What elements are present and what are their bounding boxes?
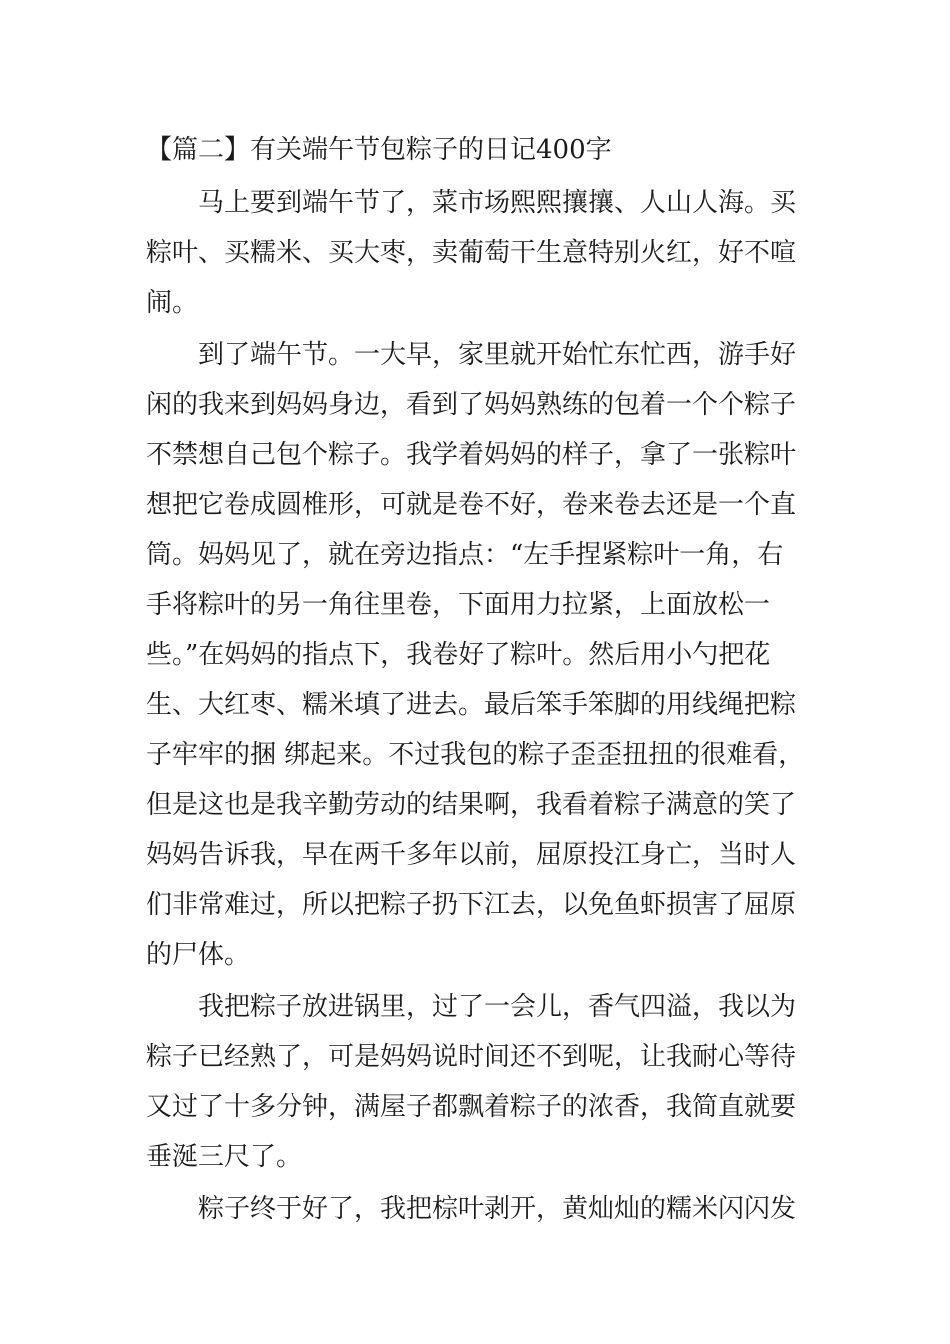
paragraph-2 — [146, 330, 806, 980]
text-line: 垂涎三尺了。 — [146, 1142, 303, 1172]
document-body — [146, 130, 806, 1234]
text-line: 生、大红枣、糯米填了进去。最后笨手笨脚的用线绳把粽 — [146, 690, 797, 720]
paragraph-3 — [146, 982, 806, 1182]
text-line: 粽子已经熟了，可是妈妈说时间还不到呢，让我耐心等待 — [146, 1042, 797, 1072]
text-line: 粽叶、买糯米、买大枣，卖葡萄干生意特别火红，好不喧 — [146, 238, 797, 268]
text-line: 但是这也是我辛勤劳动的结果啊，我看着粽子满意的笑了 — [146, 790, 797, 820]
text-line: 我把粽子放进锅里，过了一会儿，香气四溢，我以为 — [198, 992, 797, 1022]
text-line: 些。”在妈妈的指点下，我卷好了粽叶。然后用小勺把花 — [146, 640, 771, 670]
text-line: 妈妈告诉我，早在两千多年以前，屈原投江身亡，当时人 — [146, 840, 797, 870]
text-line: 子牢牢的捆 绑起来。不过我包的粽子歪歪扭扭的很难看， — [146, 740, 805, 770]
paragraph-4 — [146, 1184, 806, 1234]
text-line: 闲的我来到妈妈身边，看到了妈妈熟练的包着一个个粽子 — [146, 390, 797, 420]
text-line: 手将粽叶的另一角往里卷，下面用力拉紧，上面放松一 — [146, 590, 771, 620]
text-line: 们非常难过，所以把粽子扔下江去，以免鱼虾损害了屈原 — [146, 890, 797, 920]
text-line: 的尸体。 — [146, 940, 251, 970]
text-line: 想把它卷成圆椎形，可就是卷不好，卷来卷去还是一个直 — [146, 490, 797, 520]
text-line: 到了端午节。一大早，家里就开始忙东忙西，游手好 — [198, 340, 797, 370]
text-line: 不禁想自己包个粽子。我学着妈妈的样子，拿了一张粽叶 — [146, 440, 797, 470]
text-line: 马上要到端午节了，菜市场熙熙攘攘、人山人海。买 — [198, 188, 797, 218]
text-line: 闹。 — [146, 288, 199, 318]
text-line: 粽子终于好了，我把棕叶剥开，黄灿灿的糯米闪闪发 — [198, 1194, 797, 1224]
text-line: 又过了十多分钟，满屋子都飘着粽子的浓香，我简直就要 — [146, 1092, 797, 1122]
text-line: 筒。妈妈见了，就在旁边指点：“左手捏紧粽叶一角，右 — [146, 540, 784, 570]
paragraph-1 — [146, 178, 806, 328]
document-title: 【篇二】有关端午节包粽子的日记400字 — [146, 135, 612, 165]
